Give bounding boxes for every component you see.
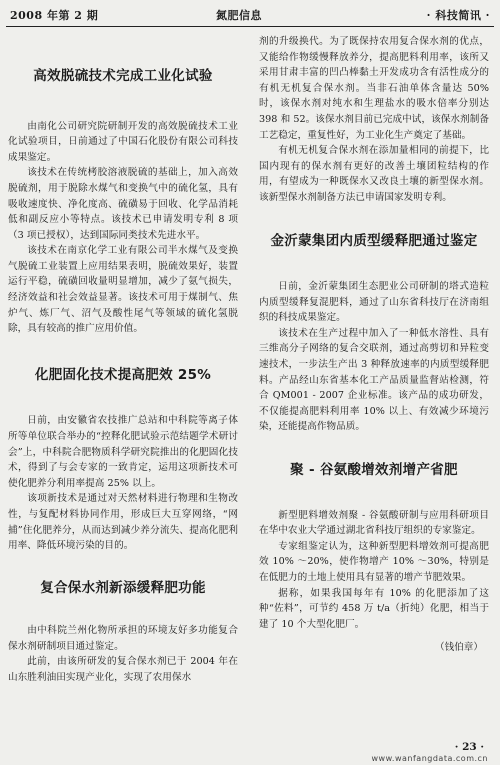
page-header [0,0,500,30]
article-paragraph: 据称，如果我国每年有 10% 的化肥添加了这种“佐料”，可节约 458 万 t/a（折纯）化肥，相当于建了 10 个大型化肥厂。 [259,587,489,630]
watermark: www.wanfangdata.com.cn [371,754,488,763]
article-paragraph: 该技术在生产过程中加入了一种低水溶性、具有三维高分子网络的复合交联剂，通过高剪切和异粒变速技术，一步法生产出 3 种释放速率的内质型缓释肥料。产品经山东省基本化工产品质量监督站检测，符合 QM001 - 2007 企业标准。该产品的成功研发，不仅能提高肥料利用率 10% 以上、有效减少环境污染，还能提高作物品质。 [259,327,489,433]
article-title-water-retention: 复合保水剂新添缓释肥功能 [40,579,206,596]
section-name: · 科技简讯 · [426,9,490,22]
right-column [259,34,489,734]
article-paragraph: 该技术在传统栲胶溶液脱硫的基础上，加入高效脱硫剂，用于脱除水煤气和变换气中的硫化氢，具有吸收速度快、净化度高、硫磺易于回收、化学品消耗低和副反应小等特点。该技术已申请发明专利 8 项（3 项已授权），达到国际同类技术先进水平。 [8,167,238,241]
page-number: · 23 · [454,741,484,753]
article-title-slow-release: 金沂蒙集团内质型缓释肥通过鉴定 [270,232,478,249]
article-paragraph: 有机无机复合保水剂在添加量相同的前提下，比国内现有的保水剂有更好的改善土壤团粒结构的作用，有望成为一种既保水又改良土壤的新型保水剂。该新型保水剂制备方法已申请国家发明专利。 [259,145,489,203]
article-paragraph: 由南化公司研究院研制开发的高效脱硫技术工业化试验项目，日前通过了中国石化股份有限公司科技成果鉴定。 [8,120,238,163]
article-paragraph-continued: 剂的升级换代。为了既保持农用复合保水剂的优点，又能给作物缓慢释放养分，提高肥料利用率，该所又采用甘肃丰富的凹凸棒黏土开发成功含有活性成分的有机无机复合保水剂。当非石油单体含量达 50% 时，该保水剂对纯水和生理盐水的吸水倍率分别达 398 和 52。该保水剂目前已完成中试，该保水剂制备工艺稳定，重复性好，为工业化生产奠定了基础。 [259,36,489,141]
article-paragraph: 新型肥料增效剂聚 - 谷氨酸研制与应用科研项目在华中农业大学通过湖北省科技厅组织的专家鉴定。 [259,509,489,537]
page-footer [0,738,500,765]
article-title-glutamic-acid: 聚 - 谷氨酸增效剂增产省肥 [290,462,458,479]
article-paragraph: 此前，由该所研发的复合保水剂已于 2004 年在山东胜利油田实现产业化，实现了农用保水 [8,656,238,684]
article-paragraph: 日前，金沂蒙集团生态肥业公司研制的塔式造粒内质型缓释复混肥料，通过了山东省科技厅在济南组织的科技成果鉴定。 [259,281,489,324]
journal-title: 氮肥信息 [216,9,262,22]
article-paragraph: 专家组鉴定认为，这种新型肥料增效剂可提高肥效 10% ～20%，使作物增产 10% ～30%，特别是在低肥力的土地上使用具有显著的增产节肥效果。 [259,540,489,583]
article-paragraph: 由中科院兰州化物所承担的环境友好多功能复合保水剂研制项目通过鉴定。 [8,625,238,652]
left-column [8,34,238,734]
author-credit: （钱伯章） [435,642,483,654]
article-title-solidification: 化肥固化技术提高肥效 25% [34,366,212,383]
article-paragraph: 该项新技术是通过对天然材料进行物理和生物改性，与复配材料协同作用，形成巨大互穿网络，“网捕”住化肥养分，从而达到减少养分流失、提高化肥利用率、降低环境污染的目的。 [8,493,238,552]
journal-issue: 2008 年第 2 期 [10,9,99,22]
article-paragraph: 该技术在南京化学工业有限公司半水煤气及变换气脱硫工业装置上应用结果表明，脱硫效果好，装置运行平稳，硫磺回收量明显增加，减少了氨气损失，经济效益和社会效益显著。该技术可用于煤制气、焦炉气、炼厂气、沼气及酸性尾气等领域的硫化氢脱除，具有较高的推广应用价值。 [8,245,238,335]
header-rule [6,26,494,27]
article-title-desulfurization: 高效脱硫技术完成工业化试验 [33,68,213,84]
article-paragraph: 日前，由安徽省农技推广总站和中科院等离子体所等单位联合举办的“控释化肥试验示范结题学术研讨会”上，中科院合肥物质科学研究院推出的化肥固化技术，得到了与会专家的一致肯定，运用这项新技术可使化肥养分利用率提高 25% 以上。 [8,415,238,489]
